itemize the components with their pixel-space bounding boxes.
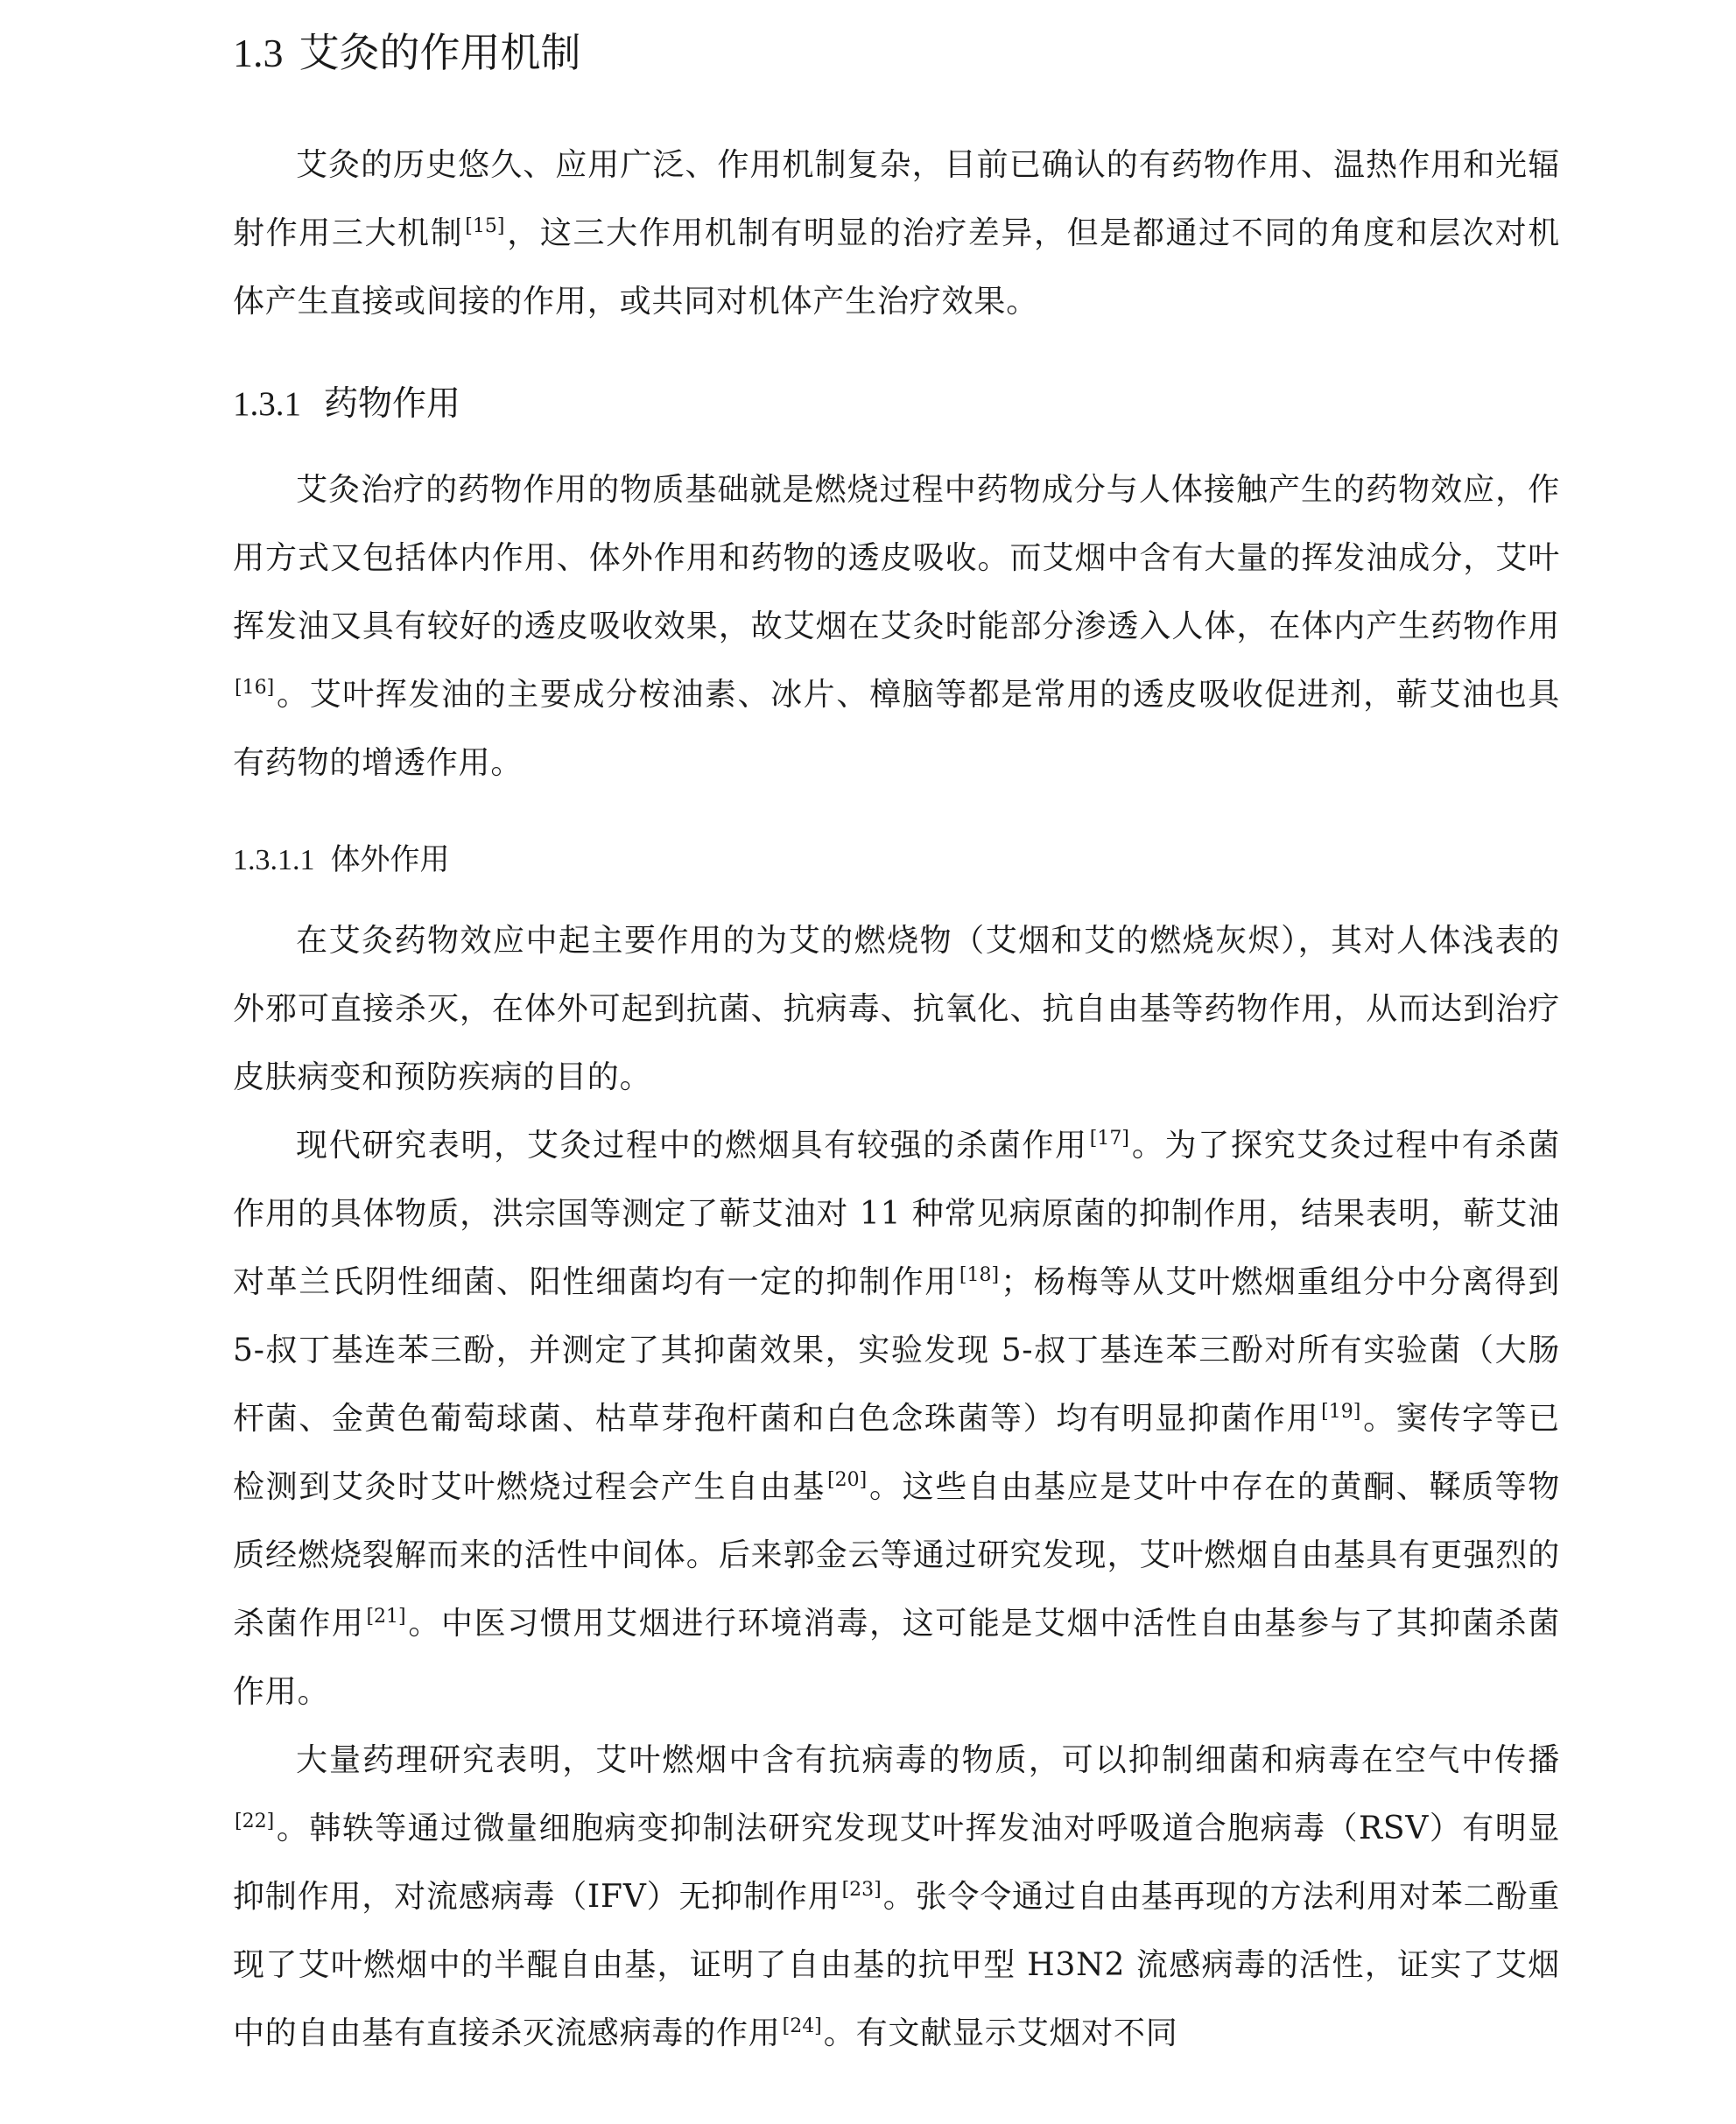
- paragraph-text: 。窦传字等已检测到艾灸时艾叶燃烧过程会产生自由基: [233, 1401, 1560, 1505]
- subsubsection-heading: [233, 835, 450, 878]
- section-paragraph: [233, 131, 1560, 336]
- paragraph-text: 现代研究表明，艾灸过程中的燃烟具有较强的杀菌作用: [296, 1128, 1088, 1164]
- section-number: 1.3: [233, 31, 284, 75]
- paragraph-text: 艾灸治疗的药物作用的物质基础就是燃烧过程中药物成分与人体接触产生的药物效应，作用方式又包括体内作用、体外作用和药物的透皮吸收。而艾烟中含有大量的挥发油成分，艾叶挥发油又具有较好的透皮吸收效果，故艾烟在艾灸时能部分渗透入人体，在体内产生药物作用: [233, 472, 1560, 644]
- paragraph-text: 。张令令通过自由基再现的方法利用对苯二酚重现了艾叶燃烟中的半醌自由基，证明了自由基的抗甲型 H3N2 流感病毒的活性，证实了艾烟中的自由基有直接杀灭流感病毒的作用: [233, 1879, 1560, 2051]
- paragraph-text: ，这三大作用机制有明显的治疗差异，但是都通过不同的角度和层次对机体产生直接或间接的作用，或共同对机体产生治疗效果。: [233, 215, 1560, 320]
- body-paragraph: [233, 1112, 1560, 1727]
- subsubsection-number: 1.3.1.1: [233, 844, 315, 876]
- paragraph-text: 。为了探究艾灸过程中有杀菌作用的具体物质，洪宗国等测定了蕲艾油对 11 种常见病原菌的抑制作用，结果表明，蕲艾油对革兰氏阴性细菌、阳性细菌均有一定的抑制作用: [233, 1128, 1560, 1300]
- citation-ref[interactable]: [21]: [366, 1606, 406, 1628]
- paragraph-text: 大量药理研究表明，艾叶燃烟中含有抗病毒的物质，可以抑制细菌和病毒在空气中传播: [296, 1742, 1560, 1778]
- citation-ref[interactable]: [22]: [235, 1811, 275, 1832]
- subsubsection-title: 体外作用: [330, 842, 450, 877]
- citation-ref[interactable]: [20]: [827, 1469, 868, 1491]
- body-paragraph: [233, 907, 1560, 1112]
- citation-ref[interactable]: [19]: [1321, 1401, 1361, 1423]
- paragraph-text: 。有文献显示艾烟对不同: [823, 2015, 1178, 2051]
- subsection-paragraph: [233, 456, 1560, 798]
- paragraph-text: 。中医习惯用艾烟进行环境消毒，这可能是艾烟中活性自由基参与了其抑菌杀菌作用。: [233, 1606, 1560, 1710]
- paragraph-text: 。艾叶挥发油的主要成分桉油素、冰片、樟脑等都是常用的透皮吸收促进剂，蕲艾油也具有药物的增透作用。: [233, 677, 1560, 781]
- body-paragraph: [233, 1727, 1560, 2068]
- paragraph-text: 在艾灸药物效应中起主要作用的为艾的燃烧物（艾烟和艾的燃烧灰烬），其对人体浅表的外邪可直接杀灭，在体外可起到抗菌、抗病毒、抗氧化、抗自由基等药物作用，从而达到治疗皮肤病变和预防疾病的目的。: [233, 923, 1560, 1095]
- subsection-number: 1.3.1: [233, 385, 301, 423]
- citation-ref[interactable]: [17]: [1089, 1128, 1129, 1150]
- citation-ref[interactable]: [23]: [841, 1879, 882, 1901]
- paragraph-text: 。韩轶等通过微量细胞病变抑制法研究发现艾叶挥发油对呼吸道合胞病毒（RSV）有明显抑制作用，对流感病毒（IFV）无抑制作用: [233, 1811, 1561, 1915]
- section-heading: [233, 21, 581, 79]
- citation-ref[interactable]: [15]: [465, 215, 505, 237]
- citation-ref[interactable]: [16]: [235, 677, 275, 699]
- subsection-title: 药物作用: [324, 384, 461, 424]
- subsection-heading: [233, 376, 460, 426]
- paragraph-text: 。这些自由基应是艾叶中存在的黄酮、鞣质等物质经燃烧裂解而来的活性中间体。后来郭金云等通过研究发现，艾叶燃烟自由基具有更强烈的杀菌作用: [233, 1469, 1560, 1642]
- citation-ref[interactable]: [18]: [959, 1264, 1000, 1286]
- paragraph-text: ；杨梅等从艾叶燃烟重组分中分离得到 5-叔丁基连苯三酚，并测定了其抑菌效果，实验发现 5-叔丁基连苯三酚对所有实验菌（大肠杆菌、金黄色葡萄球菌、枯草芽孢杆菌和白色念珠菌等）均有明显抑菌作用: [233, 1264, 1560, 1437]
- paragraph-text: 艾灸的历史悠久、应用广泛、作用机制复杂，目前已确认的有药物作用、温热作用和光辐射作用三大机制: [233, 147, 1560, 251]
- section-title: 艾灸的作用机制: [299, 29, 581, 76]
- citation-ref[interactable]: [24]: [782, 2015, 822, 2037]
